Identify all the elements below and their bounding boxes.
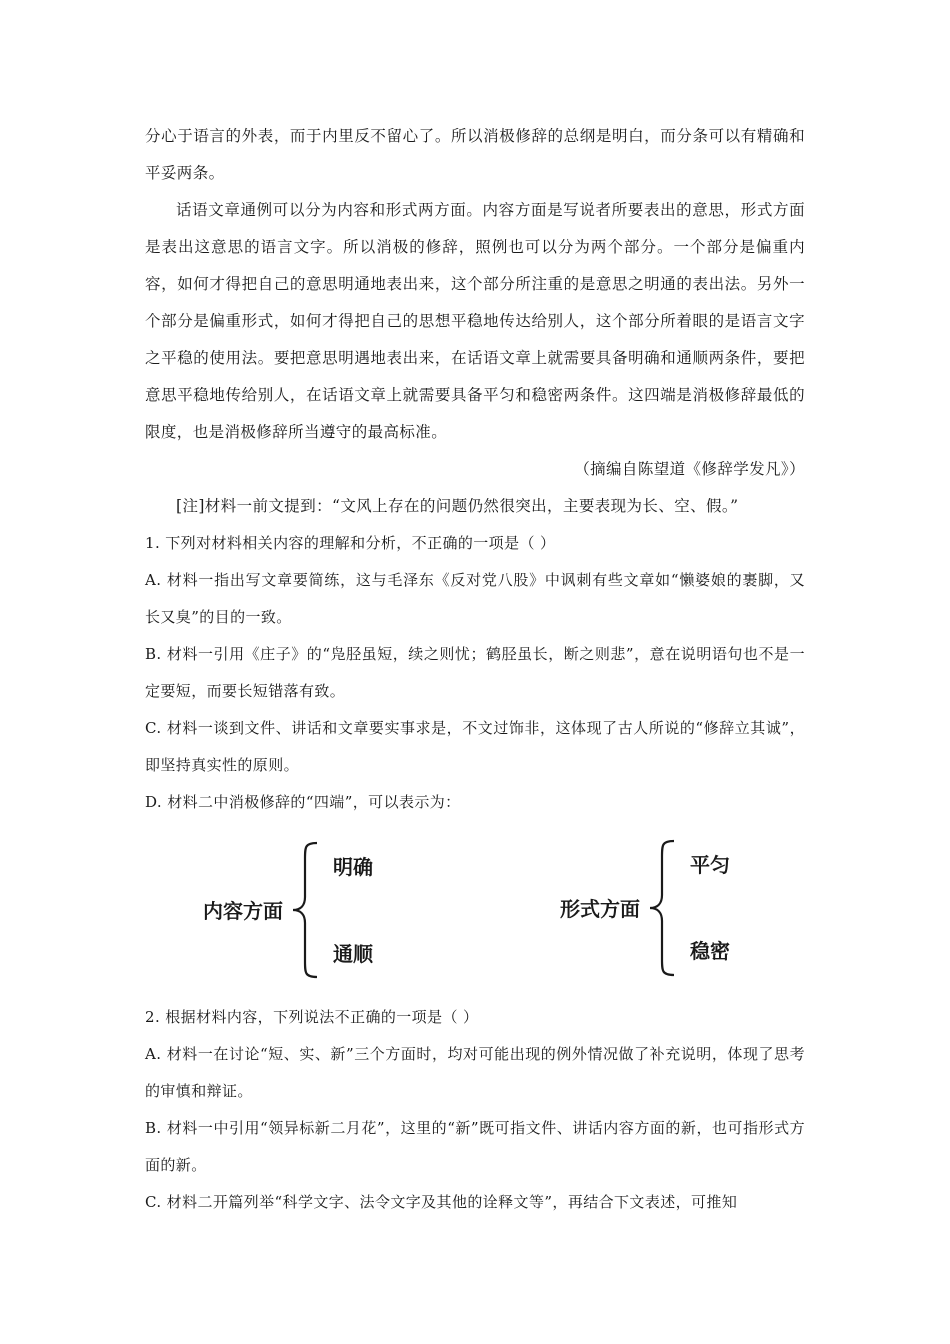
passage-note: [注]材料一前文提到：“文风上存在的问题仍然很突出，主要表现为长、空、假。” — [176, 497, 739, 515]
form-aspect-group — [560, 835, 780, 985]
clear-accurate-label: 明确 — [333, 855, 373, 879]
document-page — [145, 118, 805, 1221]
four-ends-diagram — [145, 821, 805, 999]
form-aspect-label: 形式方面 — [560, 897, 640, 921]
right-group-curly-brace-icon — [646, 835, 682, 985]
question-2-stem: 2. 根据材料内容，下列说法不正确的一项是（ ） — [145, 1008, 479, 1026]
even-label: 平匀 — [690, 853, 730, 877]
question-1-option-d: D. 材料二中消极修辞的“四端”，可以表示为： — [145, 793, 461, 811]
question-1-option-c: C. 材料一谈到文件、讲话和文章要实事求是，不文过饰非，这体现了古人所说的“修辞立其诚”，即坚持真实性的原则。 — [145, 719, 805, 774]
passage-paragraph-1: 分心于语言的外表，而于内里反不留心了。所以消极修辞的总纲是明白，而分条可以有精确和平妥两条。 — [145, 127, 805, 182]
question-2-option-b: B. 材料一中引用“领异标新二月花”，这里的“新”既可指文件、讲话内容方面的新，也可指形式方面的新。 — [145, 1119, 805, 1174]
steady-close-label: 稳密 — [690, 939, 730, 963]
question-1-option-a: A. 材料一指出写文章要简练，这与毛泽东《反对党八股》中讽刺有些文章如“懒婆娘的裹脚，又长又臭”的目的一致。 — [145, 571, 805, 626]
passage-source: （摘编自陈望道《修辞学发凡》） — [574, 460, 805, 478]
question-2-option-c: C. 材料二开篇列举“科学文字、法令文字及其他的诠释文等”，再结合下文表述，可推知 — [145, 1193, 738, 1211]
question-1-option-b: B. 材料一引用《庄子》的“凫胫虽短，续之则忧；鹤胫虽长，断之则悲”，意在说明语句也不是一定要短，而要长短错落有致。 — [145, 645, 805, 700]
question-1-stem: 1. 下列对材料相关内容的理解和分析，不正确的一项是（ ） — [145, 534, 556, 552]
passage-paragraph-2: 话语文章通例可以分为内容和形式两方面。内容方面是写说者所要表出的意思，形式方面是表出这意思的语言文字。所以消极的修辞，照例也可以分为两个部分。一个部分是偏重内容，如何才得把自己的意思明通地表出来，这个部分所注重的是意思之明通的表出法。另外一个部分是偏重形式，如何才得把自己的思想平稳地传达给别人，这个部分所着眼的是语言文字之平稳的使用法。要把意思明遇地表出来，在话语文章上就需要具备明确和通顺两条件，要把意思平稳地传给别人，在话语文章上就需要具备平匀和稳密两条件。这四端是消极修辞最低的限度，也是消极修辞所当遵守的最高标准。 — [145, 201, 805, 441]
content-aspect-group — [203, 835, 423, 985]
fluent-label: 通顺 — [333, 942, 373, 966]
left-curly-brace-icon — [289, 835, 325, 985]
content-aspect-label: 内容方面 — [203, 899, 283, 923]
question-2-option-a: A. 材料一在讨论“短、实、新”三个方面时，均对可能出现的例外情况做了补充说明，体现了思考的审慎和辩证。 — [145, 1045, 805, 1100]
